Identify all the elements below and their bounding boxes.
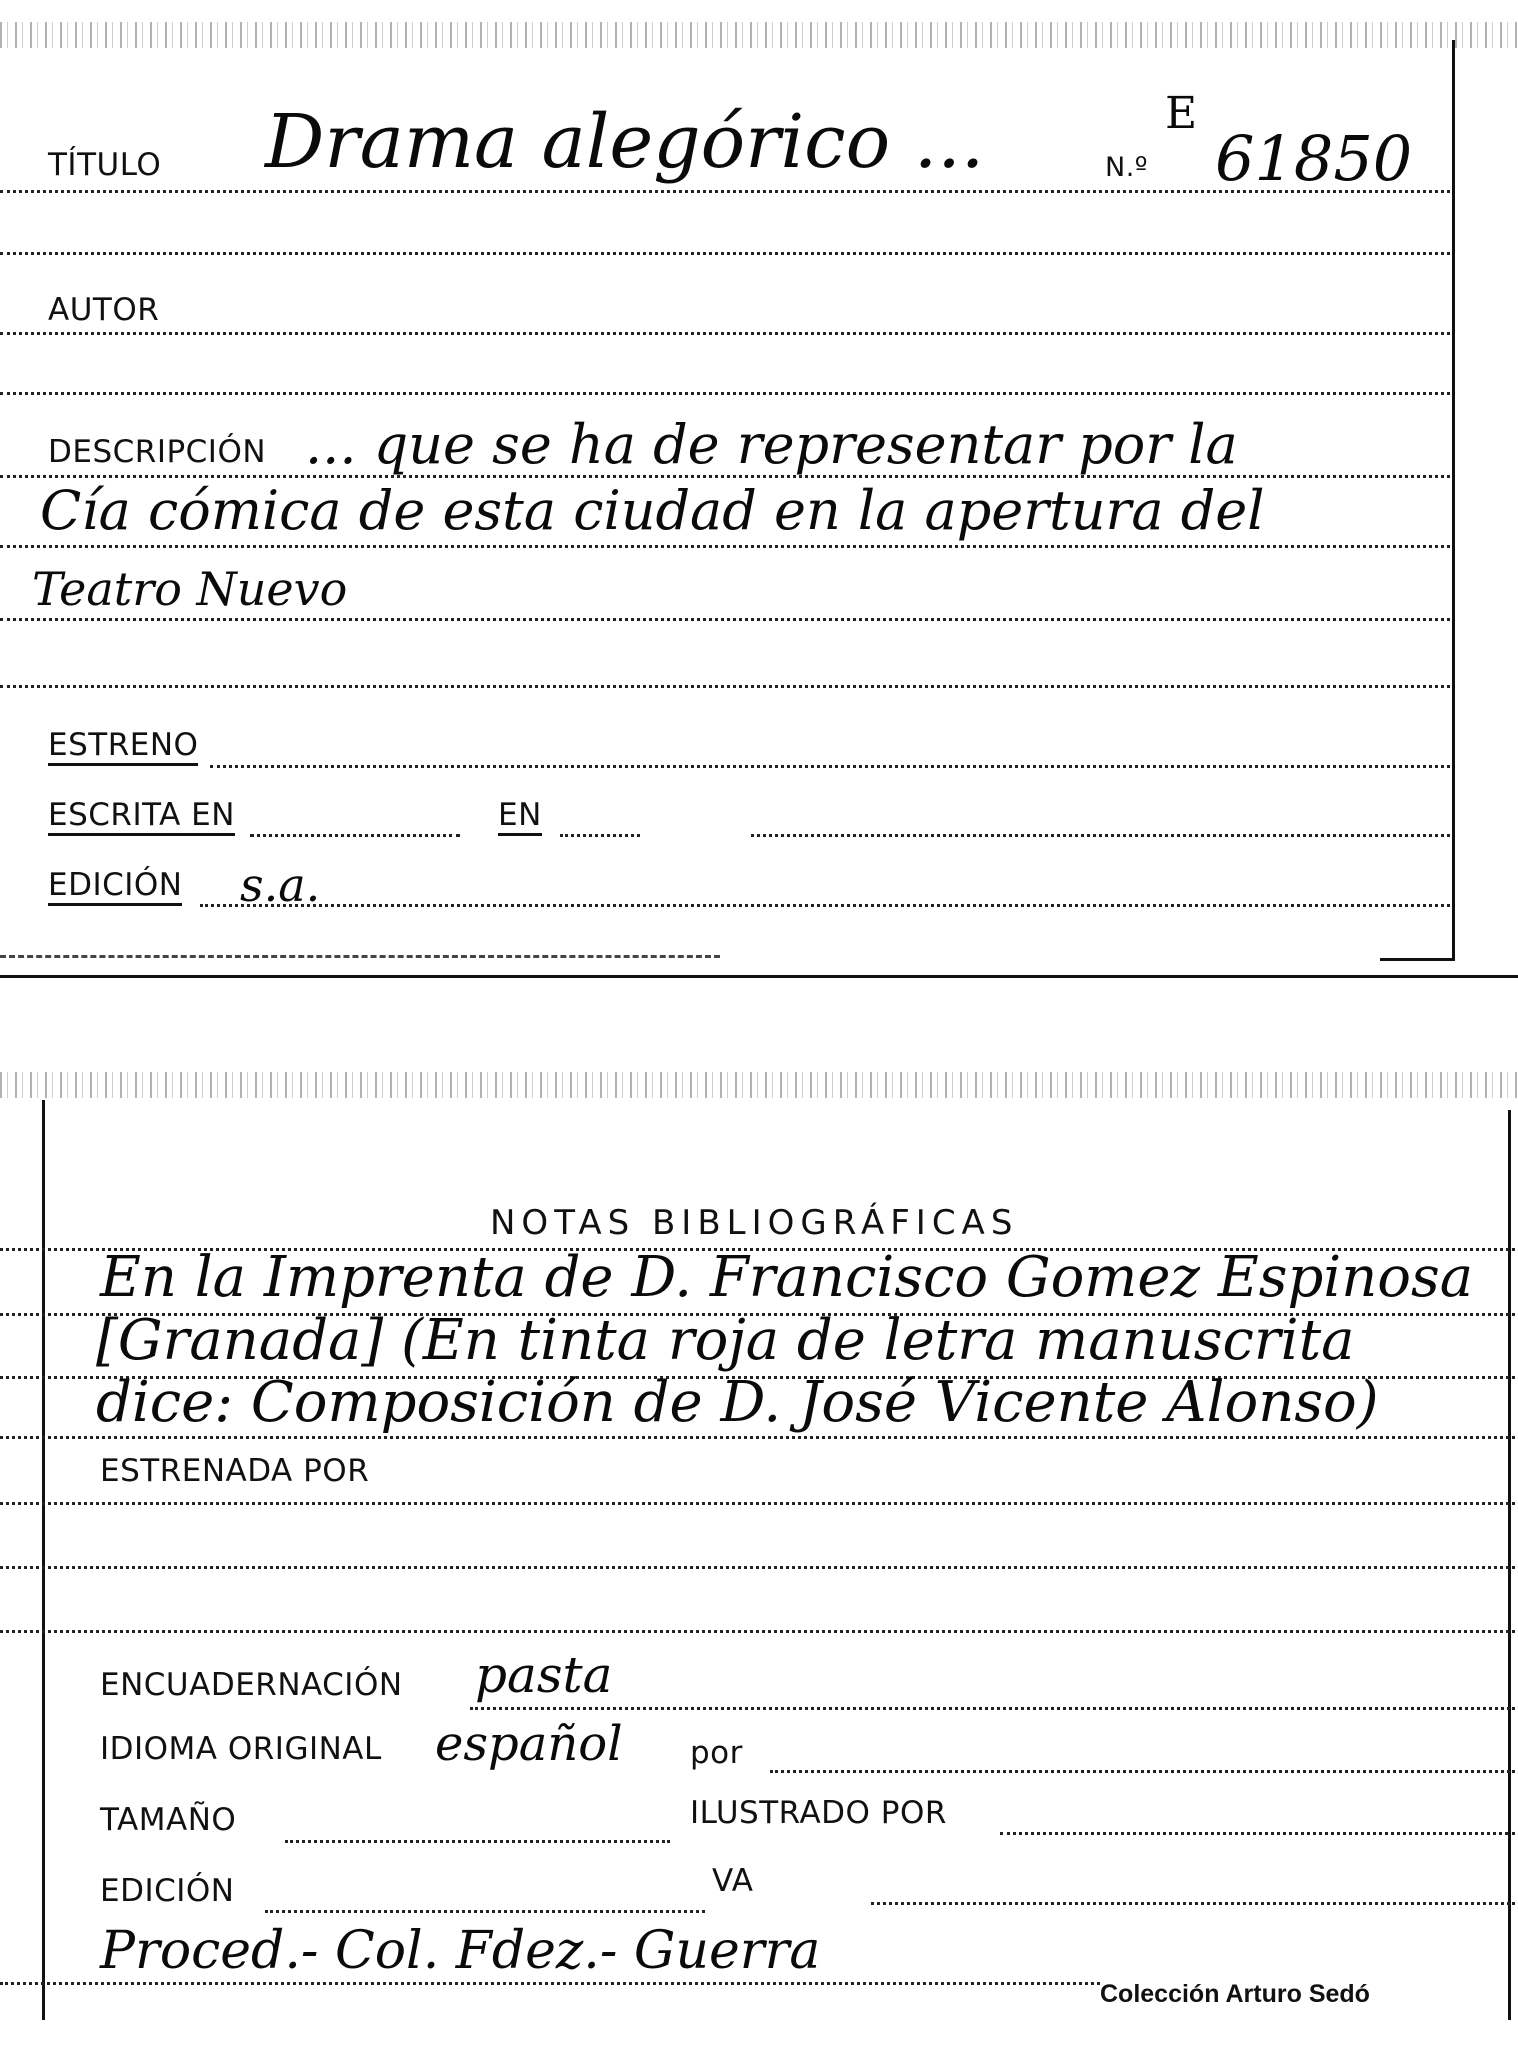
numero-label: N.º bbox=[1105, 152, 1149, 183]
estreno-label: ESTRENO bbox=[48, 730, 198, 766]
estrenada-rule-2 bbox=[0, 1566, 1515, 1569]
descripcion-line-2: Cía cómica de esta ciudad en la apertura del bbox=[40, 479, 1265, 542]
procedencia-line bbox=[0, 1982, 1100, 1985]
autor-line bbox=[0, 332, 1450, 335]
numero-value: 61850 bbox=[1215, 122, 1413, 195]
edicion-label: EDICIÓN bbox=[48, 870, 182, 906]
escrita-en-line bbox=[250, 834, 460, 837]
titulo-value: Drama alegórico ... bbox=[265, 99, 985, 185]
collection-credit: Colección Arturo Sedó bbox=[1100, 1980, 1370, 2008]
estrenada-rule-1 bbox=[0, 1502, 1515, 1505]
ilustrado-label: ILUSTRADO POR bbox=[690, 1795, 947, 1831]
descripcion-line-3: Teatro Nuevo bbox=[32, 562, 348, 616]
encuadernacion-label: ENCUADERNACIÓN bbox=[100, 1667, 403, 1703]
notas-heading: NOTAS BIBLIOGRÁFICAS bbox=[490, 1203, 1019, 1243]
idioma-value: español bbox=[435, 1716, 623, 1772]
edicion-line bbox=[200, 904, 1450, 907]
en-label: EN bbox=[498, 800, 542, 836]
card-right-border bbox=[1452, 40, 1455, 960]
encuadernacion-line bbox=[470, 1707, 1515, 1710]
titulo-line-2 bbox=[0, 252, 1450, 255]
valor-label: VA bbox=[712, 1863, 754, 1899]
numero-prefix: E bbox=[1165, 88, 1198, 139]
card-bottom-dashes bbox=[0, 955, 720, 958]
encuadernacion-value: pasta bbox=[475, 1646, 613, 1704]
edicion-back-label: EDICIÓN bbox=[100, 1873, 235, 1909]
estreno-line bbox=[210, 765, 1450, 768]
card-top-edge bbox=[0, 22, 1518, 48]
notas-line-1: En la Imprenta de D. Francisco Gomez Espinosa bbox=[100, 1245, 1474, 1310]
card-left-border bbox=[42, 1100, 45, 2020]
descripcion-label: DESCRIPCIÓN bbox=[48, 434, 267, 470]
notas-line-3: dice: Composición de D. José Vicente Alonso) bbox=[96, 1370, 1379, 1435]
descripcion-line-1: ... que se ha de representar por la bbox=[305, 413, 1238, 476]
por-label: por bbox=[690, 1735, 743, 1771]
descripcion-rule-4 bbox=[0, 685, 1450, 688]
descripcion-rule-1 bbox=[0, 475, 1450, 478]
notas-line-2: [Granada] (En tinta roja de letra manuscrita bbox=[96, 1308, 1355, 1373]
procedencia-value: Proced.- Col. Fdez.- Guerra bbox=[100, 1921, 821, 1981]
ilustrado-line bbox=[1000, 1832, 1515, 1835]
tamano-line bbox=[285, 1840, 670, 1843]
catalog-card-back bbox=[0, 1070, 1518, 2056]
idioma-label: IDIOMA ORIGINAL bbox=[100, 1731, 382, 1767]
descripcion-rule-3 bbox=[0, 618, 1450, 621]
autor-label: AUTOR bbox=[48, 292, 160, 328]
titulo-label: TÍTULO bbox=[48, 147, 162, 183]
card-top-edge-back bbox=[0, 1072, 1518, 1098]
estrenada-rule-3 bbox=[0, 1630, 1515, 1633]
tamano-label: TAMAÑO bbox=[100, 1802, 237, 1838]
edicion-back-line bbox=[265, 1910, 705, 1913]
redaction-mark bbox=[640, 780, 750, 900]
titulo-line bbox=[0, 190, 1450, 193]
notas-rule-3 bbox=[0, 1436, 1515, 1439]
estrenada-por-label: ESTRENADA POR bbox=[100, 1453, 370, 1489]
card-bottom-corner bbox=[1380, 958, 1455, 961]
edicion-value: s.a. bbox=[240, 858, 321, 912]
descripcion-rule-2 bbox=[0, 545, 1450, 548]
escrita-en-label: ESCRITA EN bbox=[48, 800, 235, 836]
autor-line-2 bbox=[0, 392, 1450, 395]
card-separator bbox=[0, 975, 1518, 978]
idioma-line bbox=[770, 1770, 1515, 1773]
card-right-border-back bbox=[1508, 1110, 1511, 2020]
valor-line bbox=[860, 1902, 1515, 1905]
catalog-card-front bbox=[0, 0, 1518, 990]
